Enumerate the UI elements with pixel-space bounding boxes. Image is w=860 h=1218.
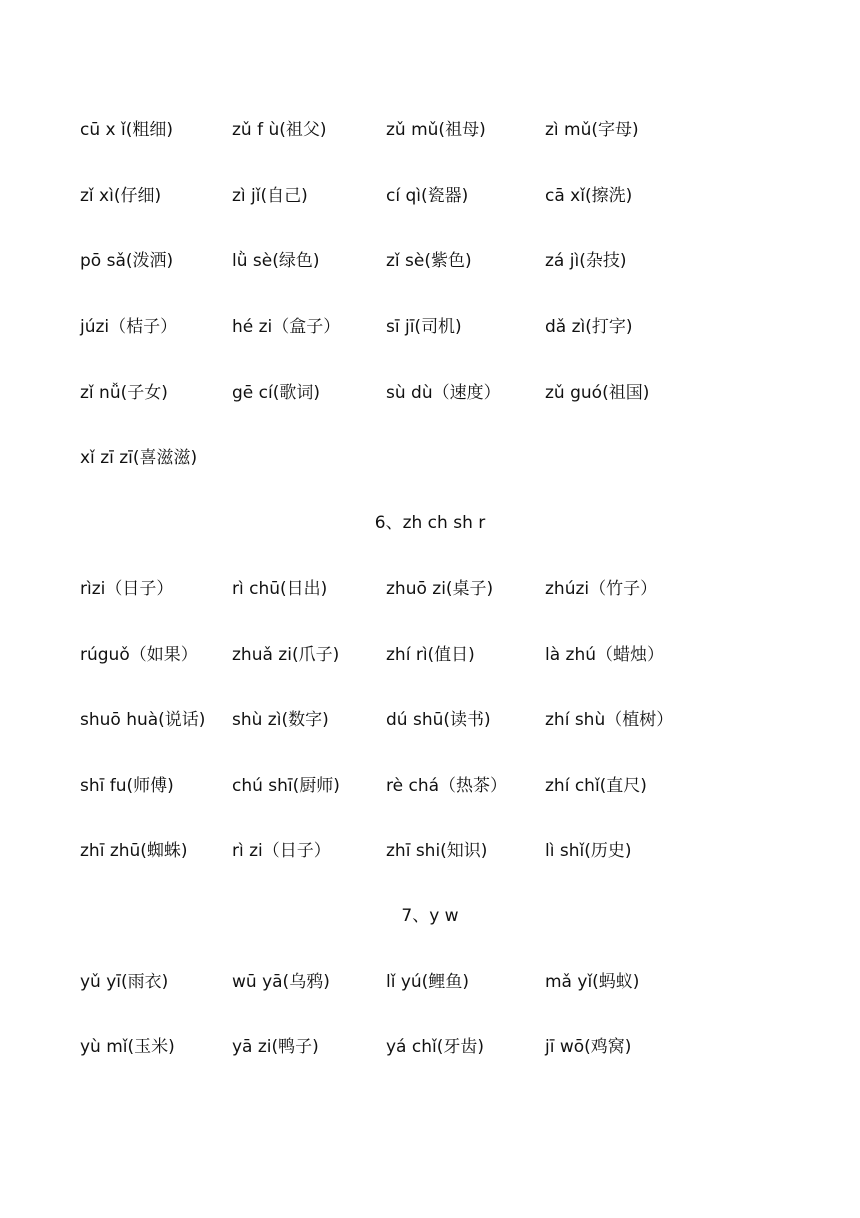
word-row bbox=[0, 705, 860, 735]
word-item: zhí rì(值日) bbox=[386, 645, 475, 665]
word-row bbox=[0, 771, 860, 801]
word-item: shuō huà(说话) bbox=[80, 710, 206, 730]
word-item: lǜ sè(绿色) bbox=[232, 251, 320, 271]
word-item: zǔ mǔ(祖母) bbox=[386, 120, 486, 140]
word-item: dǎ zì(打字) bbox=[545, 317, 633, 337]
word-row bbox=[0, 246, 860, 276]
word-item: yǔ yī(雨衣) bbox=[80, 972, 169, 992]
word-item: xǐ zī zī(喜滋滋) bbox=[80, 448, 198, 468]
word-row bbox=[0, 312, 860, 342]
word-item: zǔ guó(祖国) bbox=[545, 383, 650, 403]
word-item: cā xǐ(擦洗) bbox=[545, 186, 633, 206]
word-item: lì shǐ(历史) bbox=[545, 841, 632, 861]
word-item: yù mǐ(玉米) bbox=[80, 1037, 175, 1057]
word-item: zhúzi（竹子） bbox=[545, 579, 658, 599]
word-item: rì zi（日子） bbox=[232, 841, 331, 861]
word-item: sī jī(司机) bbox=[386, 317, 462, 337]
word-item: cí qì(瓷器) bbox=[386, 186, 469, 206]
word-item: zhí chǐ(直尺) bbox=[545, 776, 647, 796]
word-item: zǐ xì(仔细) bbox=[80, 186, 162, 206]
word-item: zá jì(杂技) bbox=[545, 251, 627, 271]
word-item: shī fu(师傅) bbox=[80, 776, 174, 796]
word-item: zhuō zi(桌子) bbox=[386, 579, 494, 599]
section-heading: 6、zh ch sh r bbox=[374, 513, 486, 533]
section-heading: 7、y w bbox=[401, 906, 459, 926]
word-item: pō sǎ(泼洒) bbox=[80, 251, 174, 271]
word-item: zhī shi(知识) bbox=[386, 841, 488, 861]
word-item: wū yā(乌鸦) bbox=[232, 972, 330, 992]
word-row bbox=[0, 640, 860, 670]
word-item: rì chū(日出) bbox=[232, 579, 328, 599]
word-item: yá chǐ(牙齿) bbox=[386, 1037, 484, 1057]
word-row bbox=[0, 574, 860, 604]
word-item: zhuǎ zi(爪子) bbox=[232, 645, 340, 665]
word-item: yā zi(鸭子) bbox=[232, 1037, 319, 1057]
word-item: zǐ nǚ(子女) bbox=[80, 383, 168, 403]
word-item: rúguǒ（如果） bbox=[80, 645, 198, 665]
word-item: sù dù（速度） bbox=[386, 383, 501, 403]
word-item: hé zi（盒子） bbox=[232, 317, 341, 337]
word-item: zǔ f ù(祖父) bbox=[232, 120, 327, 140]
word-item: là zhú（蜡烛） bbox=[545, 645, 665, 665]
word-item: zǐ sè(紫色) bbox=[386, 251, 472, 271]
word-item: shù zì(数字) bbox=[232, 710, 329, 730]
word-row bbox=[0, 1032, 860, 1062]
word-item: rè chá（热茶） bbox=[386, 776, 508, 796]
word-item: cū x ǐ(粗细) bbox=[80, 120, 173, 140]
word-row bbox=[0, 443, 860, 473]
word-item: júzi（桔子） bbox=[80, 317, 178, 337]
word-row bbox=[0, 967, 860, 997]
word-item: gē cí(歌词) bbox=[232, 383, 320, 403]
word-item: zhī zhū(蜘蛛) bbox=[80, 841, 188, 861]
word-item: zì mǔ(字母) bbox=[545, 120, 639, 140]
word-item: mǎ yǐ(蚂蚁) bbox=[545, 972, 640, 992]
word-row bbox=[0, 115, 860, 145]
word-row bbox=[0, 181, 860, 211]
word-item: jī wō(鸡窝) bbox=[545, 1037, 632, 1057]
word-item: dú shū(读书) bbox=[386, 710, 491, 730]
word-row bbox=[0, 836, 860, 866]
word-item: chú shī(厨师) bbox=[232, 776, 340, 796]
word-item: zì jǐ(自己) bbox=[232, 186, 308, 206]
word-item: rìzi（日子） bbox=[80, 579, 174, 599]
word-item: zhí shù（植树） bbox=[545, 710, 674, 730]
word-row bbox=[0, 378, 860, 408]
word-item: lǐ yú(鲤鱼) bbox=[386, 972, 469, 992]
